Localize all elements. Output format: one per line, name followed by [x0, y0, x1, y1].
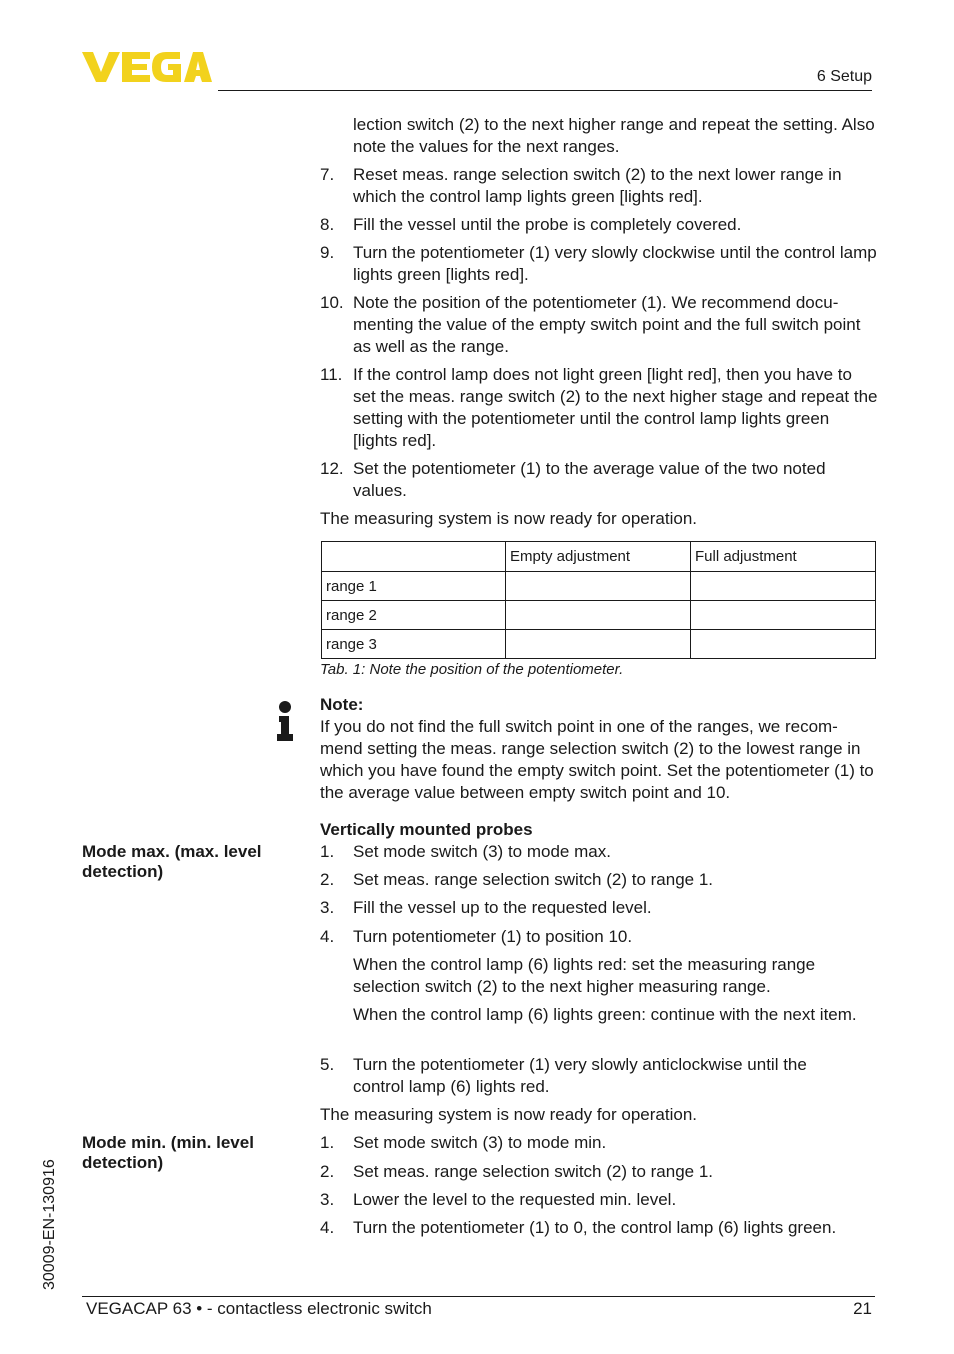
item-text: Set mode switch (3) to mode max. — [353, 842, 611, 861]
item-number: 4. — [320, 927, 335, 946]
item-number: 2. — [320, 870, 335, 889]
item-number: 1. — [320, 842, 335, 861]
footer-divider — [82, 1296, 875, 1297]
table-cell — [506, 601, 691, 630]
table-header-cell: Full adjustment — [691, 542, 876, 572]
document-id — [38, 1140, 62, 1290]
item-text: Set meas. range selection switch (2) to range 1. — [353, 1162, 714, 1181]
item-number: 2. — [320, 1162, 335, 1181]
footer-title: VEGACAP 63 • - contactless electronic switch — [86, 1299, 432, 1318]
item-number: 12. — [320, 459, 344, 478]
table-cell: range 1 — [322, 572, 506, 601]
item-number: 10. — [320, 293, 344, 312]
substep-text: When the control lamp (6) lights green: continue with the next item. — [353, 1005, 857, 1024]
item-text: Set mode switch (3) to mode min. — [353, 1133, 607, 1152]
table-row — [322, 601, 876, 630]
table-caption: Tab. 1: Note the position of the potentiometer. — [320, 661, 624, 678]
item-text: Turn potentiometer (1) to position 10. — [353, 927, 633, 946]
substep-text: When the control lamp (6) lights red: set the measuring range selection switch (2) to the next higher measuring range. — [353, 955, 816, 996]
item-text: Turn the potentiometer (1) very slowly anticlockwise until the control lamp (6) lights red. — [353, 1055, 807, 1096]
table-cell — [691, 572, 876, 601]
note-text: If you do not find the full switch point in one of the ranges, we recom-mend setting the meas. range selection switch (2) to the lowest range in which you have found the empty switch point. Set the potentiometer (1) to the average value between empty switch point and 10. — [320, 717, 874, 802]
table-cell — [506, 572, 691, 601]
item-number: 9. — [320, 243, 335, 262]
potentiometer-table — [321, 541, 876, 659]
item-text: Note the position of the potentiometer (1). We recommend docu-menting the value of the empty switch point and the full switch point as well as the range. — [353, 293, 861, 356]
item-text: Fill the vessel until the probe is completely covered. — [353, 215, 742, 234]
item-text: Turn the potentiometer (1) very slowly clockwise until the control lamp lights green [lights red]. — [353, 243, 877, 284]
document-id-text: 30009-EN-130916 — [41, 1159, 58, 1290]
vega-logo — [82, 50, 212, 84]
item-number: 3. — [320, 1190, 335, 1209]
table-cell: range 2 — [322, 601, 506, 630]
mode-max-label: Mode max. (max. level detection) — [82, 842, 262, 881]
item-text: If the control lamp does not light green [light red], then you have to set the meas. range switch (2) to the next higher stage and repeat the setting with the potentiometer until the control lamp lights green [lights red]. — [353, 365, 878, 450]
table-cell — [506, 630, 691, 659]
table-row — [322, 572, 876, 601]
table-header-row — [322, 542, 876, 572]
section-label: 6 Setup — [816, 68, 872, 85]
page-number: 21 — [853, 1299, 872, 1318]
item-text: Reset meas. range selection switch (2) to the next lower range in which the control lamp lights green [lights red]. — [353, 165, 842, 206]
table-cell: range 3 — [322, 630, 506, 659]
item-text: Lower the level to the requested min. level. — [353, 1190, 677, 1209]
table-header-cell — [322, 542, 506, 572]
table-row — [322, 630, 876, 659]
table-header-cell: Empty adjustment — [506, 542, 691, 572]
item-text: Set meas. range selection switch (2) to range 1. — [353, 870, 714, 889]
table-cell — [691, 601, 876, 630]
item-number: 3. — [320, 898, 335, 917]
item-number: 4. — [320, 1218, 335, 1237]
mode-min-label: Mode min. (min. level detection) — [82, 1133, 254, 1172]
item-number: 11. — [320, 365, 343, 384]
table-cell — [691, 630, 876, 659]
item-number: 1. — [320, 1133, 335, 1152]
ready-text: The measuring system is now ready for operation. — [320, 509, 698, 528]
info-icon — [276, 701, 294, 741]
item-number: 8. — [320, 215, 335, 234]
section-heading: Vertically mounted probes — [320, 820, 533, 839]
item-text: Set the potentiometer (1) to the average value of the two noted values. — [353, 459, 826, 500]
item-number: 7. — [320, 165, 335, 184]
ready-text: The measuring system is now ready for operation. — [320, 1105, 698, 1124]
item-text: Turn the potentiometer (1) to 0, the control lamp (6) lights green. — [353, 1218, 837, 1237]
note-title: Note: — [320, 695, 364, 714]
header-divider — [218, 90, 872, 91]
item-text: Fill the vessel up to the requested level. — [353, 898, 652, 917]
item-number: 5. — [320, 1055, 335, 1074]
intro-continuation: lection switch (2) to the next higher range and repeat the setting. Also note the values for the next ranges. — [353, 115, 875, 156]
